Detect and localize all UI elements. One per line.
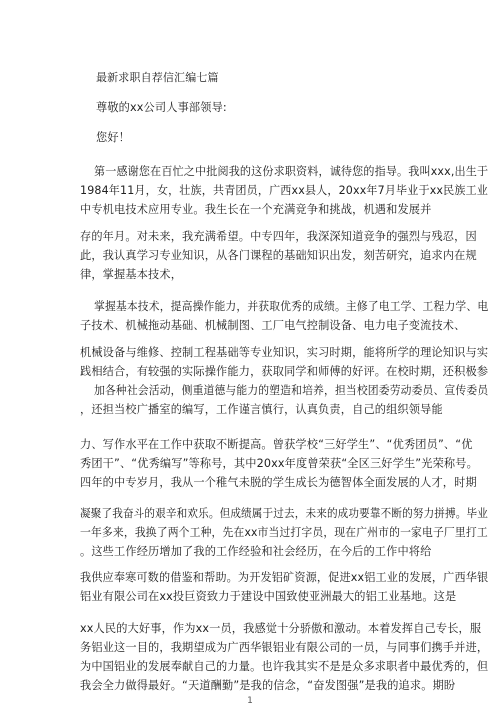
- body-line: 务铝业这一目的，我期望成为广西华银铝业有限公司的一员，与同事们携手并进，: [80, 641, 489, 654]
- body-line: xx人民的大好事，作为xx一员，我感觉十分骄傲和激动。本着发挥自己专长，服: [80, 622, 482, 635]
- body-line: 我会全力做得最好。“天道酬勤”是我的信念，“奋发图强”是我的追求。期盼: [80, 679, 456, 692]
- salutation: 尊敬的xx公司人事部领导:: [96, 101, 227, 114]
- body-line: 加各种社会活动，侧重道德与能力的塑造和培养，担当校团委劳动委员、宣传委员: [94, 384, 489, 397]
- body-line: ，还担当校广播室的编写，工作谨言慎行，认真负责，自己的组织领导能: [80, 403, 443, 416]
- document-title: 最新求职自荐信汇编七篇: [96, 71, 219, 84]
- body-line: 为中国铝业的发展奉献自己的力量。也许我其实不是是众多求职者中最优秀的，但: [80, 660, 489, 673]
- body-line: 我供应奉寒可数的借鉴和帮助。为开发铝矿资源，促进xx铝工业的发展，广西华银: [80, 571, 489, 584]
- body-line: 律，掌握基本技术，: [80, 268, 183, 281]
- body-line: 秀团干”、“优秀编写”等称号，其中20xx年度曾荣获“全区三好学生”光荣称号。: [80, 457, 478, 470]
- body-line: 机械设备与维修、控制工程基础等专业知识，实习时期，能将所学的理论知识与实: [80, 346, 489, 359]
- body-line: 。这些工作经历增加了我的工作经验和社会经历，在今后的工作中将给: [80, 545, 432, 558]
- body-line: 铝业有限公司在xx投巨资致力于建设中国致使亚洲最大的铝工业基地。这是: [80, 590, 457, 603]
- body-line: 第一感谢您在百忙之中批阅我的这份求职资料，诚待您的指导。我叫xxx,出生于: [94, 165, 489, 178]
- body-line: 存的年月。对未来，我充满希望。中专四年，我深深知道竞争的强烈与残忍，因: [80, 230, 477, 243]
- body-line: 中专机电技术应用专业。我生长在一个充满竞争和挑战，机遇和发展并: [80, 203, 432, 216]
- body-line: 掌握基本技术，提高操作能力，并获取优秀的成绩。主修了电工学、工程力学、电: [94, 300, 489, 313]
- body-line: 子技术、机械拖动基础、机械制图、工厂电气控制设备、电力电子变流技术、: [80, 319, 466, 332]
- body-line: 一年多来，我换了两个工种，先在xx市当过打字员，现在广州市的一家电子厂里打工: [80, 526, 488, 539]
- body-line: 1984年11月，女，壮族，共青团员，广西xx县人，20xx年7月毕业于xx民族工业: [80, 184, 489, 197]
- body-line: 践相结合，有较强的实际操作能力，获取同学和师傅的好评。在校时期，还积极参: [80, 365, 489, 378]
- greeting: 您好！: [96, 131, 131, 144]
- body-line: 此，我认真学习专业知识，从各门课程的基础知识出发，刻苦研究，追求内在规: [80, 249, 477, 262]
- body-line: 四年的中专岁月，我从一个稚气未脱的学生成长为德智体全面发展的人才，时期: [80, 476, 477, 489]
- body-line: 力、写作水平在工作中获取不断提高。曾获学校“三好学生”、“优秀团员”、“优: [80, 438, 473, 451]
- body-line: 凝聚了我奋斗的艰辛和欢乐。但成绩属于过去，未来的成功要靠不断的努力拼搏。毕业: [80, 507, 488, 520]
- page-number: 1: [247, 696, 253, 706]
